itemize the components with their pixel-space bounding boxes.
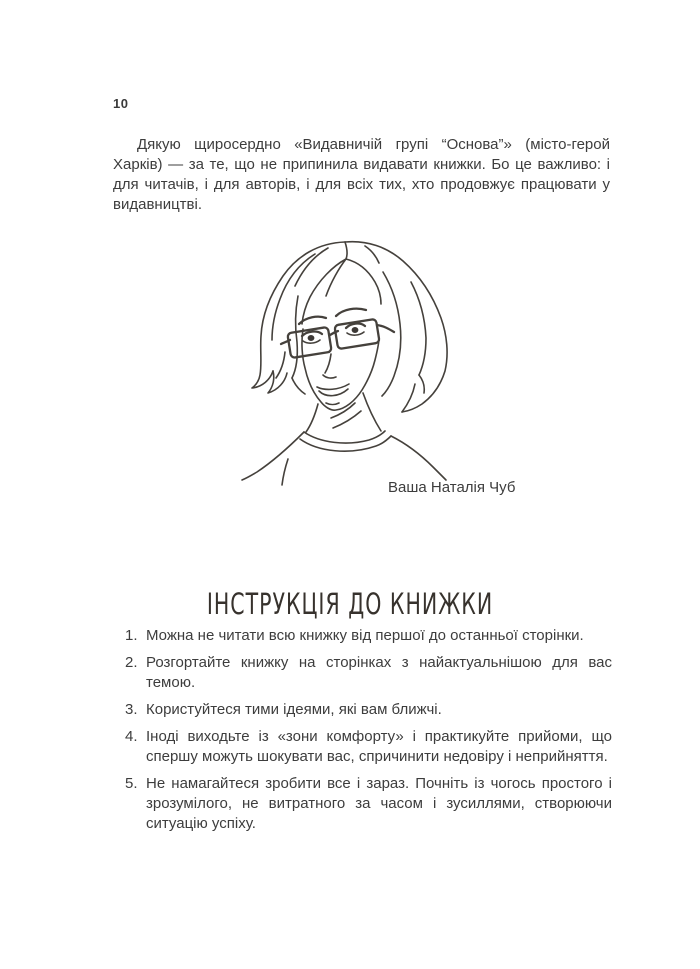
section-heading <box>0 577 700 622</box>
list-item <box>113 653 612 693</box>
collar-top <box>304 431 385 443</box>
list-item-number: 3. <box>125 701 138 718</box>
right-temple-arm <box>377 325 394 332</box>
hair <box>252 242 447 412</box>
acknowledgement-paragraph: Дякую щиросердно «Видавничій групі “Основа”» (місто-герой Харків) — за те, що не припинила видавати книжки. Бо це важливо: і для читачів, і для авторів, і для всіх тих, хто продовжує працювати у видавництві. <box>113 136 610 213</box>
author-portrait <box>215 232 485 487</box>
list-item <box>113 626 612 646</box>
nose-bridge <box>325 354 331 373</box>
portrait-caption: Ваша Наталія Чуб <box>388 479 516 496</box>
list-item-text: Іноді виходьте із «зони комфорту» і практикуйте прийоми, що спершу можуть шокувати вас, спричинити недовіру і неприйняття. <box>146 728 612 765</box>
right-eyebrow <box>336 309 366 316</box>
list-item <box>113 700 612 720</box>
upper-lip <box>317 384 349 389</box>
list-item-number: 4. <box>125 728 138 745</box>
right-pupil <box>352 327 359 333</box>
list-item-text: Не намагайтеся зробити все і зараз. Почніть із чогось простого і зрозумілого, не витратного за часом і зусиллями, створюючи ситуацію успіху. <box>146 775 612 832</box>
list-item-text: Можна не читати всю книжку від першої до останньої сторінки. <box>146 627 584 644</box>
section-heading-text: ІНСТРУКЦІЯ ДО КНИЖКИ <box>206 587 494 622</box>
list-item <box>113 774 612 834</box>
list-item-text: Користуйтеся тими ідеями, які вам ближчі. <box>146 701 442 718</box>
list-item-number: 1. <box>125 627 138 644</box>
lower-lip <box>319 389 348 396</box>
chin-crease <box>326 403 339 405</box>
left-pupil <box>308 335 315 341</box>
portrait-line-drawing <box>215 232 485 487</box>
page-number: 10 <box>113 96 129 111</box>
instructions-list <box>113 626 612 841</box>
list-item-number: 2. <box>125 654 138 671</box>
nose-tip <box>323 375 336 378</box>
left-arm-line <box>282 459 288 485</box>
list-item <box>113 727 612 767</box>
list-item-text: Розгортайте книжку на сторінках з найактуальнішою для вас темою. <box>146 654 612 691</box>
list-item-number: 5. <box>125 775 138 792</box>
right-shoulder <box>391 436 446 480</box>
left-shoulder <box>242 432 304 480</box>
